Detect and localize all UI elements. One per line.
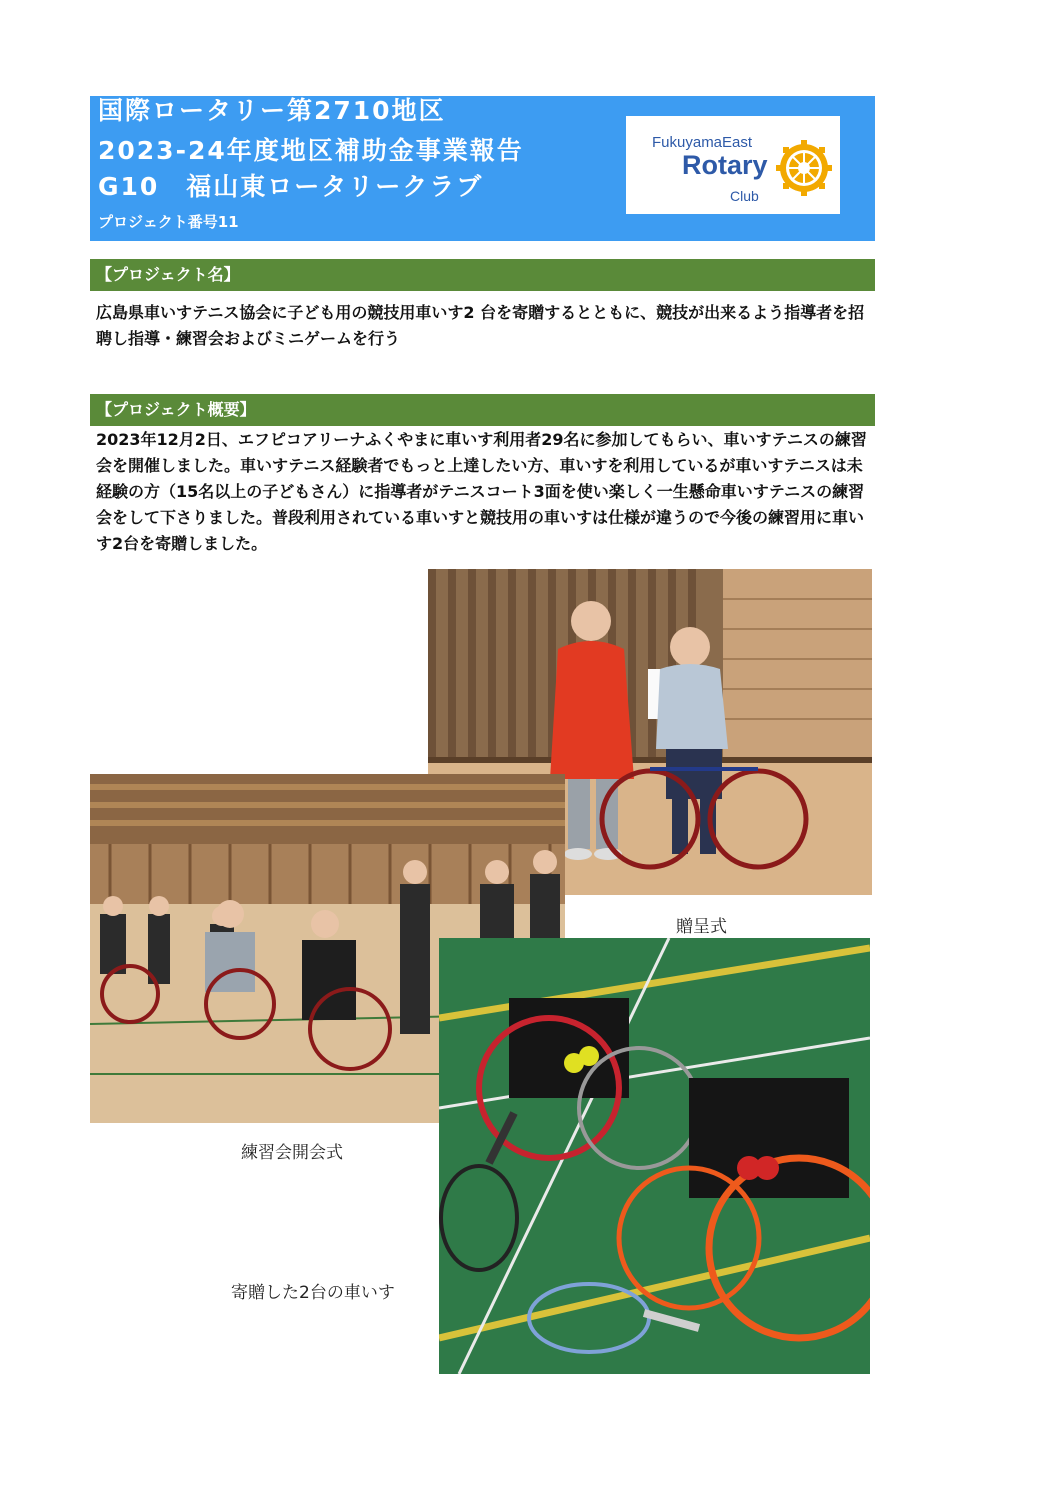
opening-ceremony-caption: 練習会開会式 [241,1143,343,1163]
project-name-heading: 【プロジェクト名】 [90,259,875,291]
logo-line2: Rotary [682,150,768,180]
club-title: G10 福山東ロータリークラブ [98,172,484,201]
club-logo [626,116,840,214]
header-banner [90,96,875,241]
presentation-caption: 贈呈式 [676,917,727,937]
project-name-text: 広島県車いすテニス協会に子ども用の競技用車いす2 台を寄贈するとともに、競技が出来るよう指導者を招聘し指導・練習会およびミニゲームを行う [96,303,865,348]
rotary-wheel-icon [776,140,832,196]
district-title: 国際ロータリー第2710地区 [98,96,446,125]
project-overview-text: 2023年12月2日、エフピコアリーナふくやまに車いす利用者29名に参加してもらい、車いすテニスの練習会を開催しました。車いすテニス経験者でもっと上達したい方、車いすを利用しているが車いすテニスは未経験の方（15名以上の子どもさん）に指導者がテニスコート3面を使い楽しく一生懸命車いすテニスの練習会をして下さりました。普段利用されている車いすと競技用の車いすは仕様が違うので今後の練習用に車いす2台を寄贈しました。 [96,430,867,553]
project-overview-heading: 【プロジェクト概要】 [90,394,875,426]
project-number: プロジェクト番号11 [98,213,239,231]
donated-wheelchairs-photo [439,938,870,1374]
donated-wheelchairs-caption: 寄贈した2台の車いす [231,1283,395,1303]
logo-line1: FukuyamaEast [652,134,753,151]
logo-line3: Club [730,188,759,204]
report-title: 2023-24年度地区補助金事業報告 [98,136,524,165]
